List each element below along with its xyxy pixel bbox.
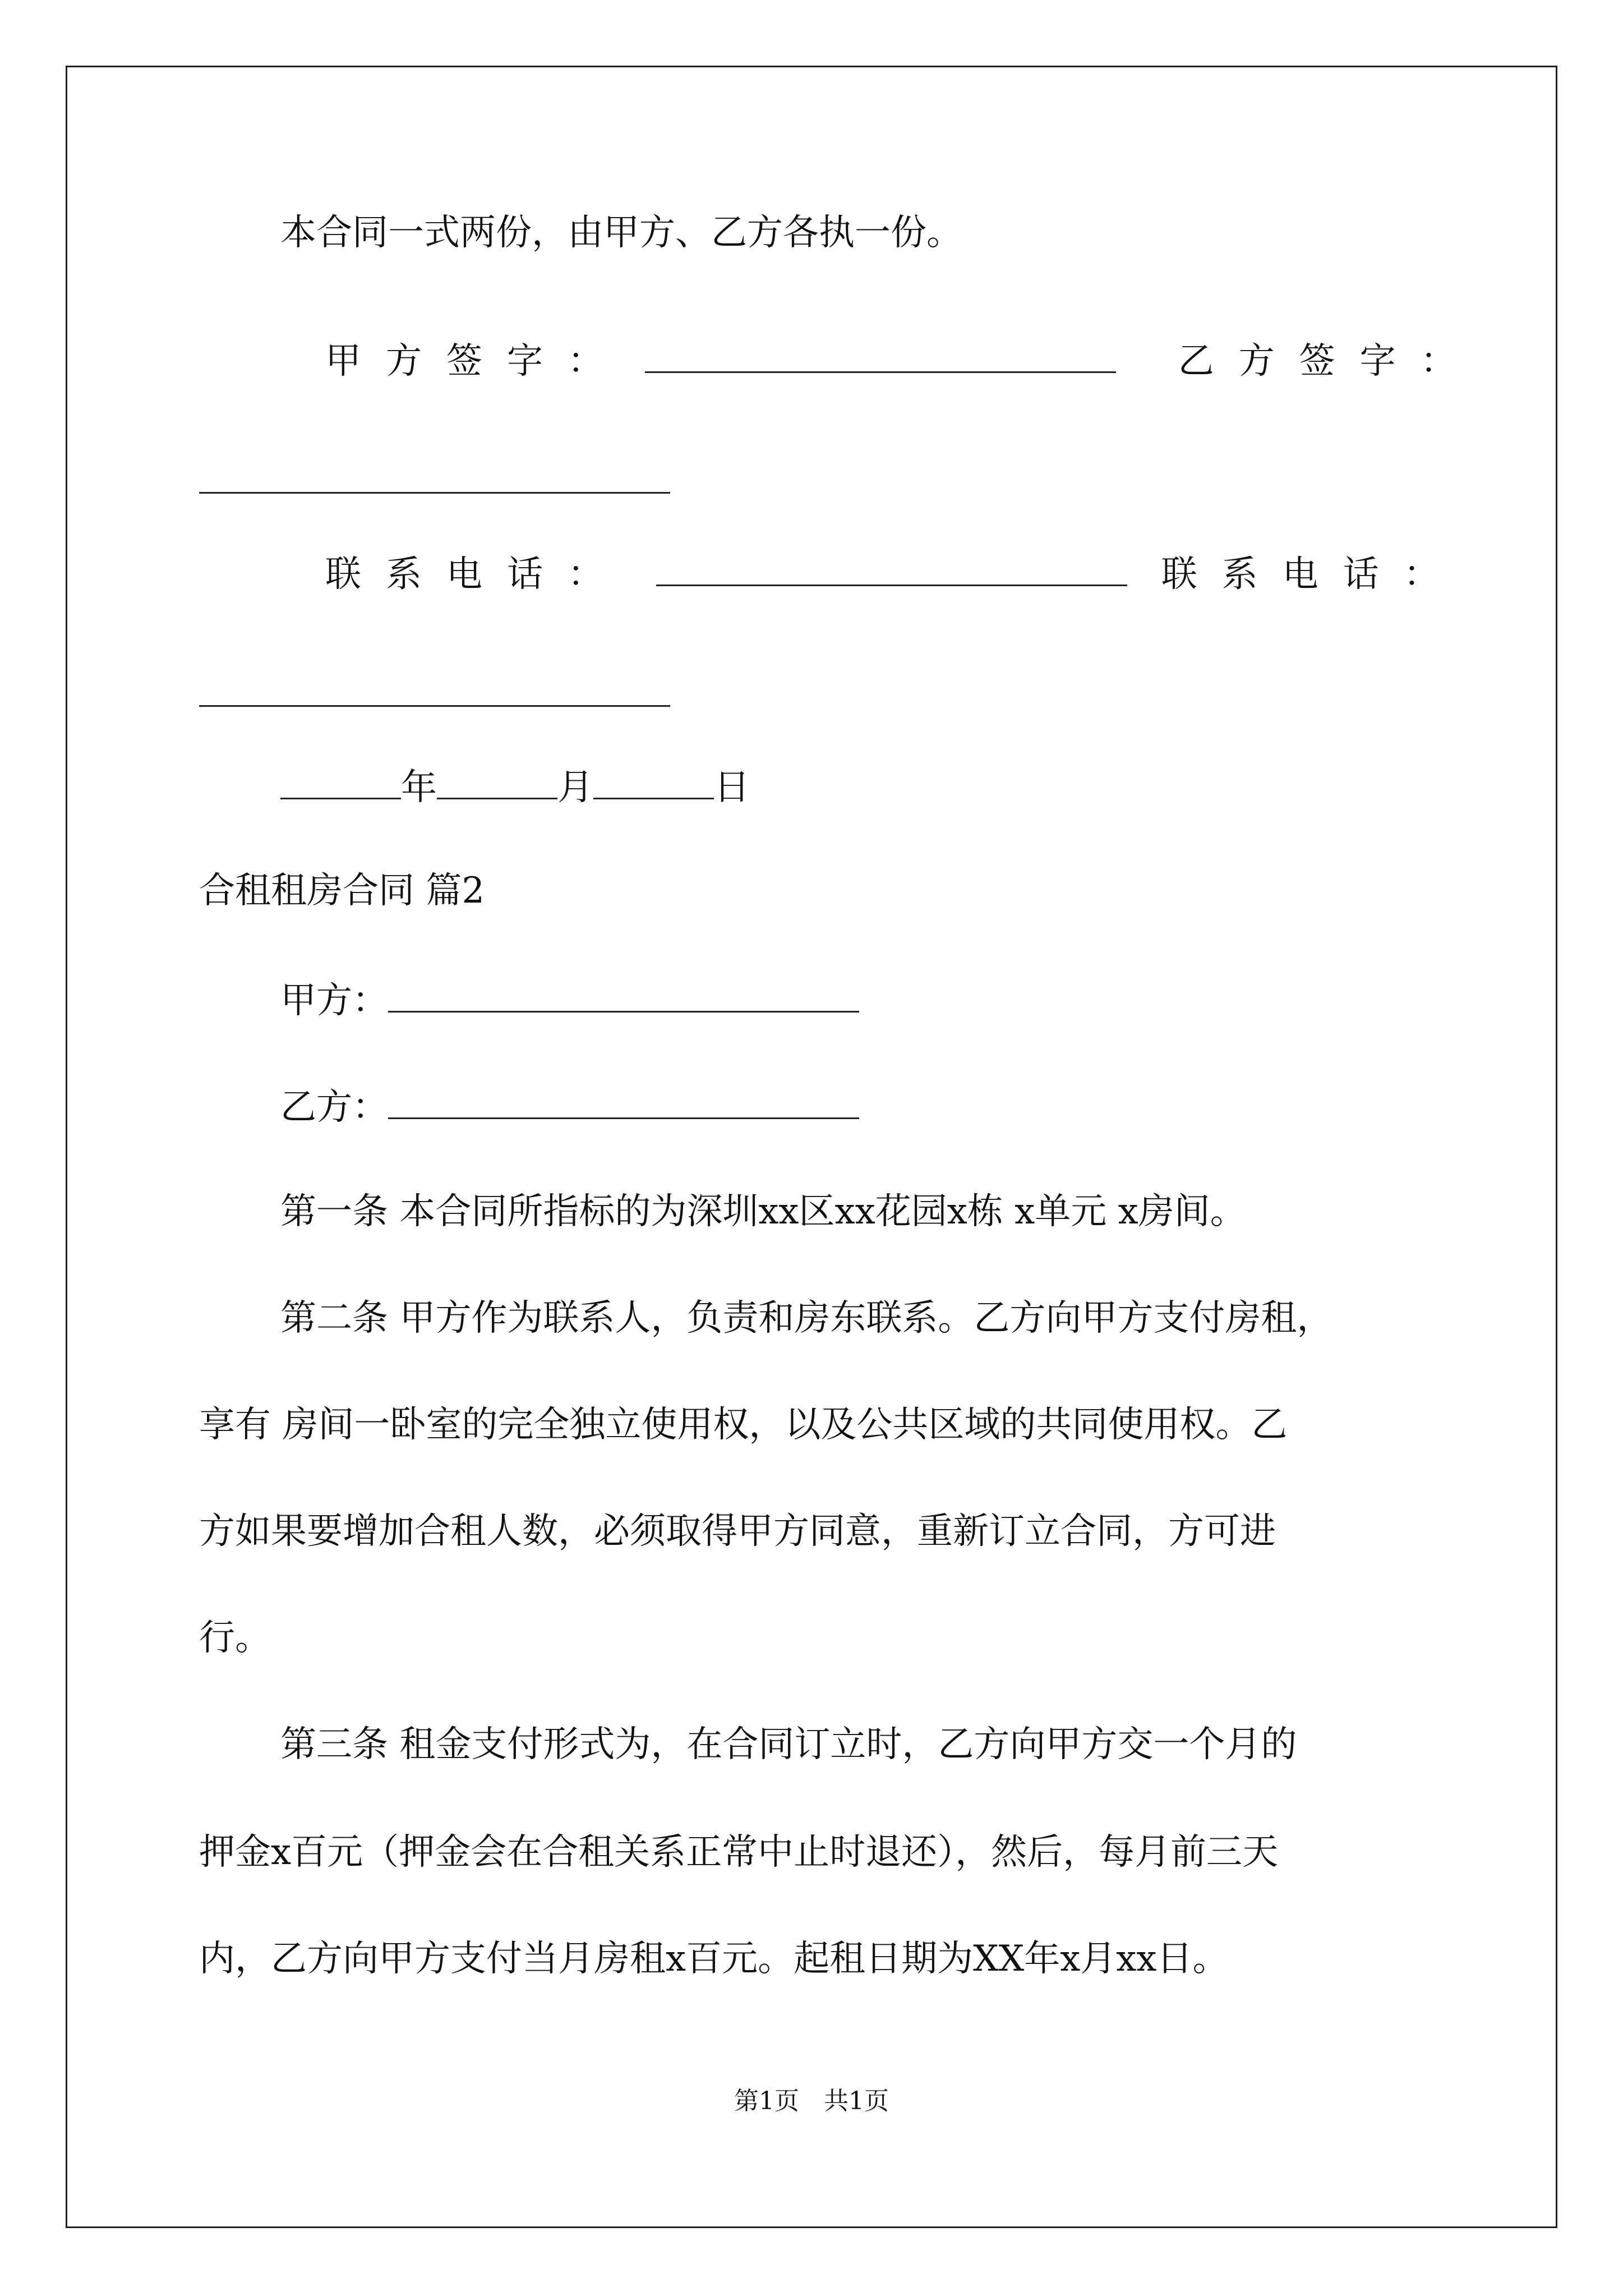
party-a-signature-blank[interactable]	[645, 337, 1116, 373]
signature-row	[325, 337, 1481, 384]
day-blank[interactable]	[593, 763, 714, 799]
party-a-phone-blank[interactable]	[656, 550, 1127, 586]
party-a-label: 甲方：	[280, 980, 388, 1022]
article-3-line-2: 押金x百元（押金会在合租关系正常中止时退还），然后，每月前三天	[199, 1832, 1279, 1873]
article-3-line-3: 内，乙方向甲方支付当月房租x百元。起租日期为XX年x月xx日。	[199, 1938, 1229, 1980]
article-2-line-3: 方如果要增加合租人数，必须取得甲方同意，重新订立合同，方可进	[199, 1511, 1276, 1552]
month-label: 月	[557, 767, 593, 808]
article-3-line-1: 第三条 租金支付形式为，在合同订立时，乙方向甲方交一个月的	[280, 1724, 1297, 1765]
party-b-phone-blank[interactable]	[199, 670, 670, 707]
year-label: 年	[401, 767, 437, 808]
party-b-label: 乙方：	[280, 1087, 388, 1128]
page-border	[66, 66, 1557, 2228]
article-1: 第一条 本合同所指标的为深圳xx区xx花园x栋 x单元 x房间。	[280, 1191, 1246, 1232]
party-b-phone-label: 联系电话：	[1161, 554, 1464, 595]
month-blank[interactable]	[437, 763, 557, 799]
party-b-blank[interactable]	[388, 1083, 859, 1119]
section-title: 合租租房合同 篇2	[199, 870, 485, 912]
article-2-line-1: 第二条 甲方作为联系人，负责和房东联系。乙方向甲方支付房租，	[280, 1297, 1333, 1339]
party-b-row	[280, 1083, 859, 1130]
article-2-line-4: 行。	[199, 1617, 271, 1659]
party-b-signature-blank[interactable]	[199, 457, 670, 494]
closing-paragraph: 本合同一式两份，由甲方、乙方各执一份。	[280, 212, 962, 254]
phone-row	[325, 550, 1464, 597]
article-2-line-2: 享有 房间一卧室的完全独立使用权，以及公共区域的共同使用权。乙	[199, 1404, 1288, 1446]
party-a-signature-label: 甲方签字：	[325, 341, 628, 382]
party-a-row	[280, 976, 859, 1023]
day-label: 日	[714, 767, 750, 808]
year-blank[interactable]	[280, 763, 401, 799]
signature-row-continued	[199, 457, 670, 504]
party-b-signature-label: 乙方签字：	[1178, 341, 1481, 382]
party-a-phone-label: 联系电话：	[325, 554, 628, 595]
phone-row-continued	[199, 670, 670, 717]
date-row	[280, 763, 750, 810]
page-footer: 第1页 共1页	[734, 2087, 889, 2115]
party-a-blank[interactable]	[388, 976, 859, 1013]
